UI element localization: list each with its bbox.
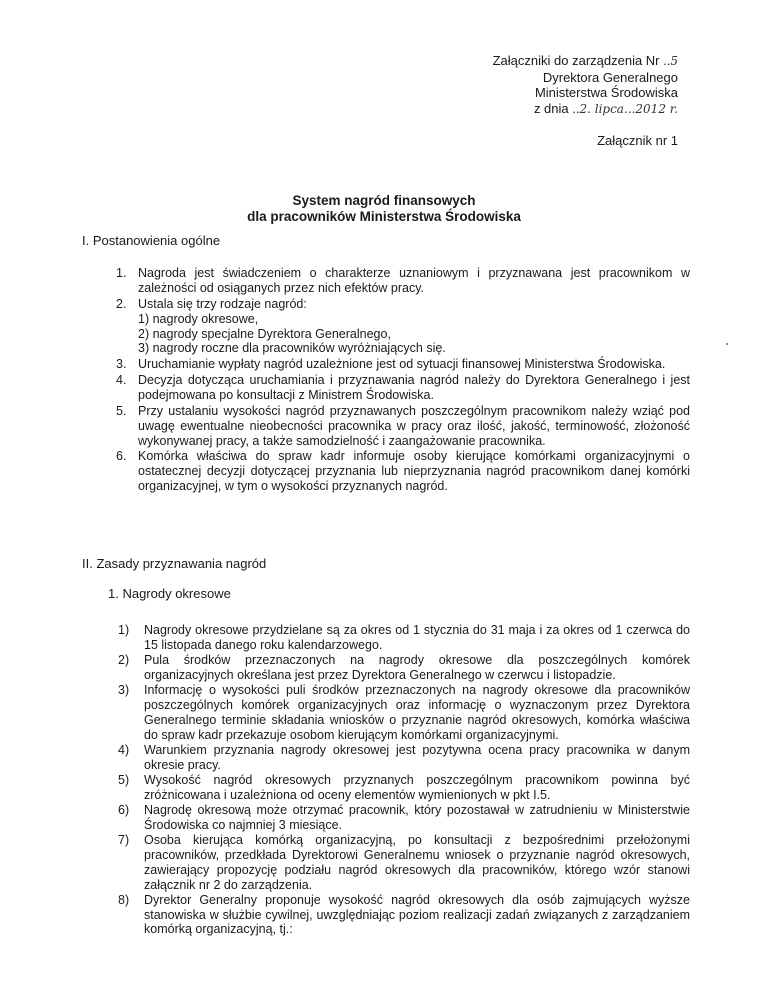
document-title <box>0 193 768 225</box>
list-item: 1) Nagrody okresowe przydzielane są za okres od 1 stycznia do 31 maja i za okres od 1 czerwca do 15 listopada danego roku kalendarzowego. <box>118 623 690 652</box>
handwritten-date: 2. lipca...2012 r. <box>579 101 678 116</box>
attachment-label: Załącznik nr 1 <box>597 133 678 148</box>
sub-item: 2) nagrody specjalne Dyrektora Generalnego, <box>138 326 391 341</box>
list-item: 8) Dyrektor Generalny proponuje wysokość nagród okresowych dla osób zajmujących wyższe stanowiska w służbie cywilnej, uwzględniając poziom realizacji zadań związanych z zarządzaniem komórką organizacyjną, tj.: <box>118 892 690 937</box>
sub-item: 3) nagrody roczne dla pracowników wyróżniających się. <box>138 341 446 356</box>
list-item: 5) Wysokość nagród okresowych przyznanych poszczególnym pracownikom powinna być zróżnicowana i uzależniona od oceny elementów wymienionych w pkt I.5. <box>118 772 690 802</box>
list-item: 6) Nagrodę okresową może otrzymać pracownik, który pozostawał w zatrudnieniu w Ministerstwie Środowiska co najmniej 3 miesiące. <box>118 802 690 832</box>
list-item: 3) Informację o wysokości puli środków przeznaczonych na nagrody okresowe dla pracowników poszczególnych komórek organizacyjnych oraz informację o wyznaczonym przez Dyrektora Generalnego terminie składania wniosków o przyznanie nagród okresowych, komórka właściwa do spraw kadr przekazuje osobom kierującym komórkami organizacyjnymi. <box>118 683 690 742</box>
subsection-heading: 1. Nagrody okresowe <box>108 586 231 601</box>
header-line-2: Dyrektora Generalnego <box>542 69 678 85</box>
section-1-heading: I. Postanowienia ogólne <box>82 233 221 248</box>
list-item: 2) Pula środków przeznaczonych na nagrody okresowe dla poszczególnych komórek organizacyjnych określana jest przez Dyrektora Generalnego w czerwcu i listopadzie. <box>118 653 690 682</box>
list-item: 4) Warunkiem przyznania nagrody okresowej jest pozytywna ocena pracy pracownika w danym okresie pracy. <box>118 742 690 772</box>
handwritten-number: 5 <box>670 54 678 68</box>
section-2-heading: II. Zasady przyznawania nagród <box>82 556 267 571</box>
section-1-list <box>108 266 690 495</box>
list-item: 5. Przy ustalaniu wysokości nagród przyznawanych poszczególnym pracownikom należy wziąć pod uwagę ewentualne nieobecności pracownika w pracy oraz ilość, jakość, terminowość, złożoność wykonywanej pracy, a także samodzielność i zaangażowanie pracownika. <box>116 403 690 448</box>
header-line-3: Ministerstwa Środowiska <box>534 85 678 100</box>
decree-header <box>458 53 678 117</box>
list-item: 6. Komórka właściwa do spraw kadr informuje osoby kierujące komórkami organizacyjnymi o ostatecznej decyzji dotyczącej przyznania lub nieprzyznania nagród pracownikom danej komórki organizacyjnej, w tym o wysokości przyznanych nagród. <box>116 449 690 494</box>
sub-item: 1) nagrody okresowe, <box>138 311 259 326</box>
title-line-2: dla pracowników Ministerstwa Środowiska <box>247 209 521 224</box>
list-item: 4. Decyzja dotycząca uruchamiania i przyznawania nagród należy do Dyrektora Generalnego i jest podejmowana po konsultacji z Ministrem Środowiska. <box>116 373 690 402</box>
header-line-4: z dnia ..2. lipca...2012 r. <box>533 100 678 116</box>
scan-speck <box>726 343 728 345</box>
title-line-1: System nagród finansowych <box>292 193 476 208</box>
header-line-1: Załączniki do zarządzenia Nr ..5 <box>492 53 678 68</box>
list-item: 3. Uruchamianie wypłaty nagród uzależnione jest od sytuacji finansowej Ministerstwa Środowiska. <box>116 357 666 372</box>
list-item: 2. Ustala się trzy rodzaje nagród: 1) nagrody okresowe, 2) nagrody specjalne Dyrektora Generalnego, 3) nagrody roczne dla pracowników wyróżniających się. <box>108 297 690 357</box>
section-2-rules-list <box>108 623 690 938</box>
list-item: 1. Nagroda jest świadczeniem o charakterze uznaniowym i przyznawana jest pracownikom w zależności od osiąganych przez nich efektów pracy. <box>116 266 690 295</box>
list-item: 7) Osoba kierująca komórką organizacyjną, po konsultacji z bezpośrednimi przełożonymi pracowników, przedkłada Dyrektorowi Generalnemu wniosek o przyznanie nagród okresowych, zawierający propozycję podziału nagród okresowych dla pracowników, którego wzór stanowi załącznik nr 2 do zarządzenia. <box>118 832 690 892</box>
